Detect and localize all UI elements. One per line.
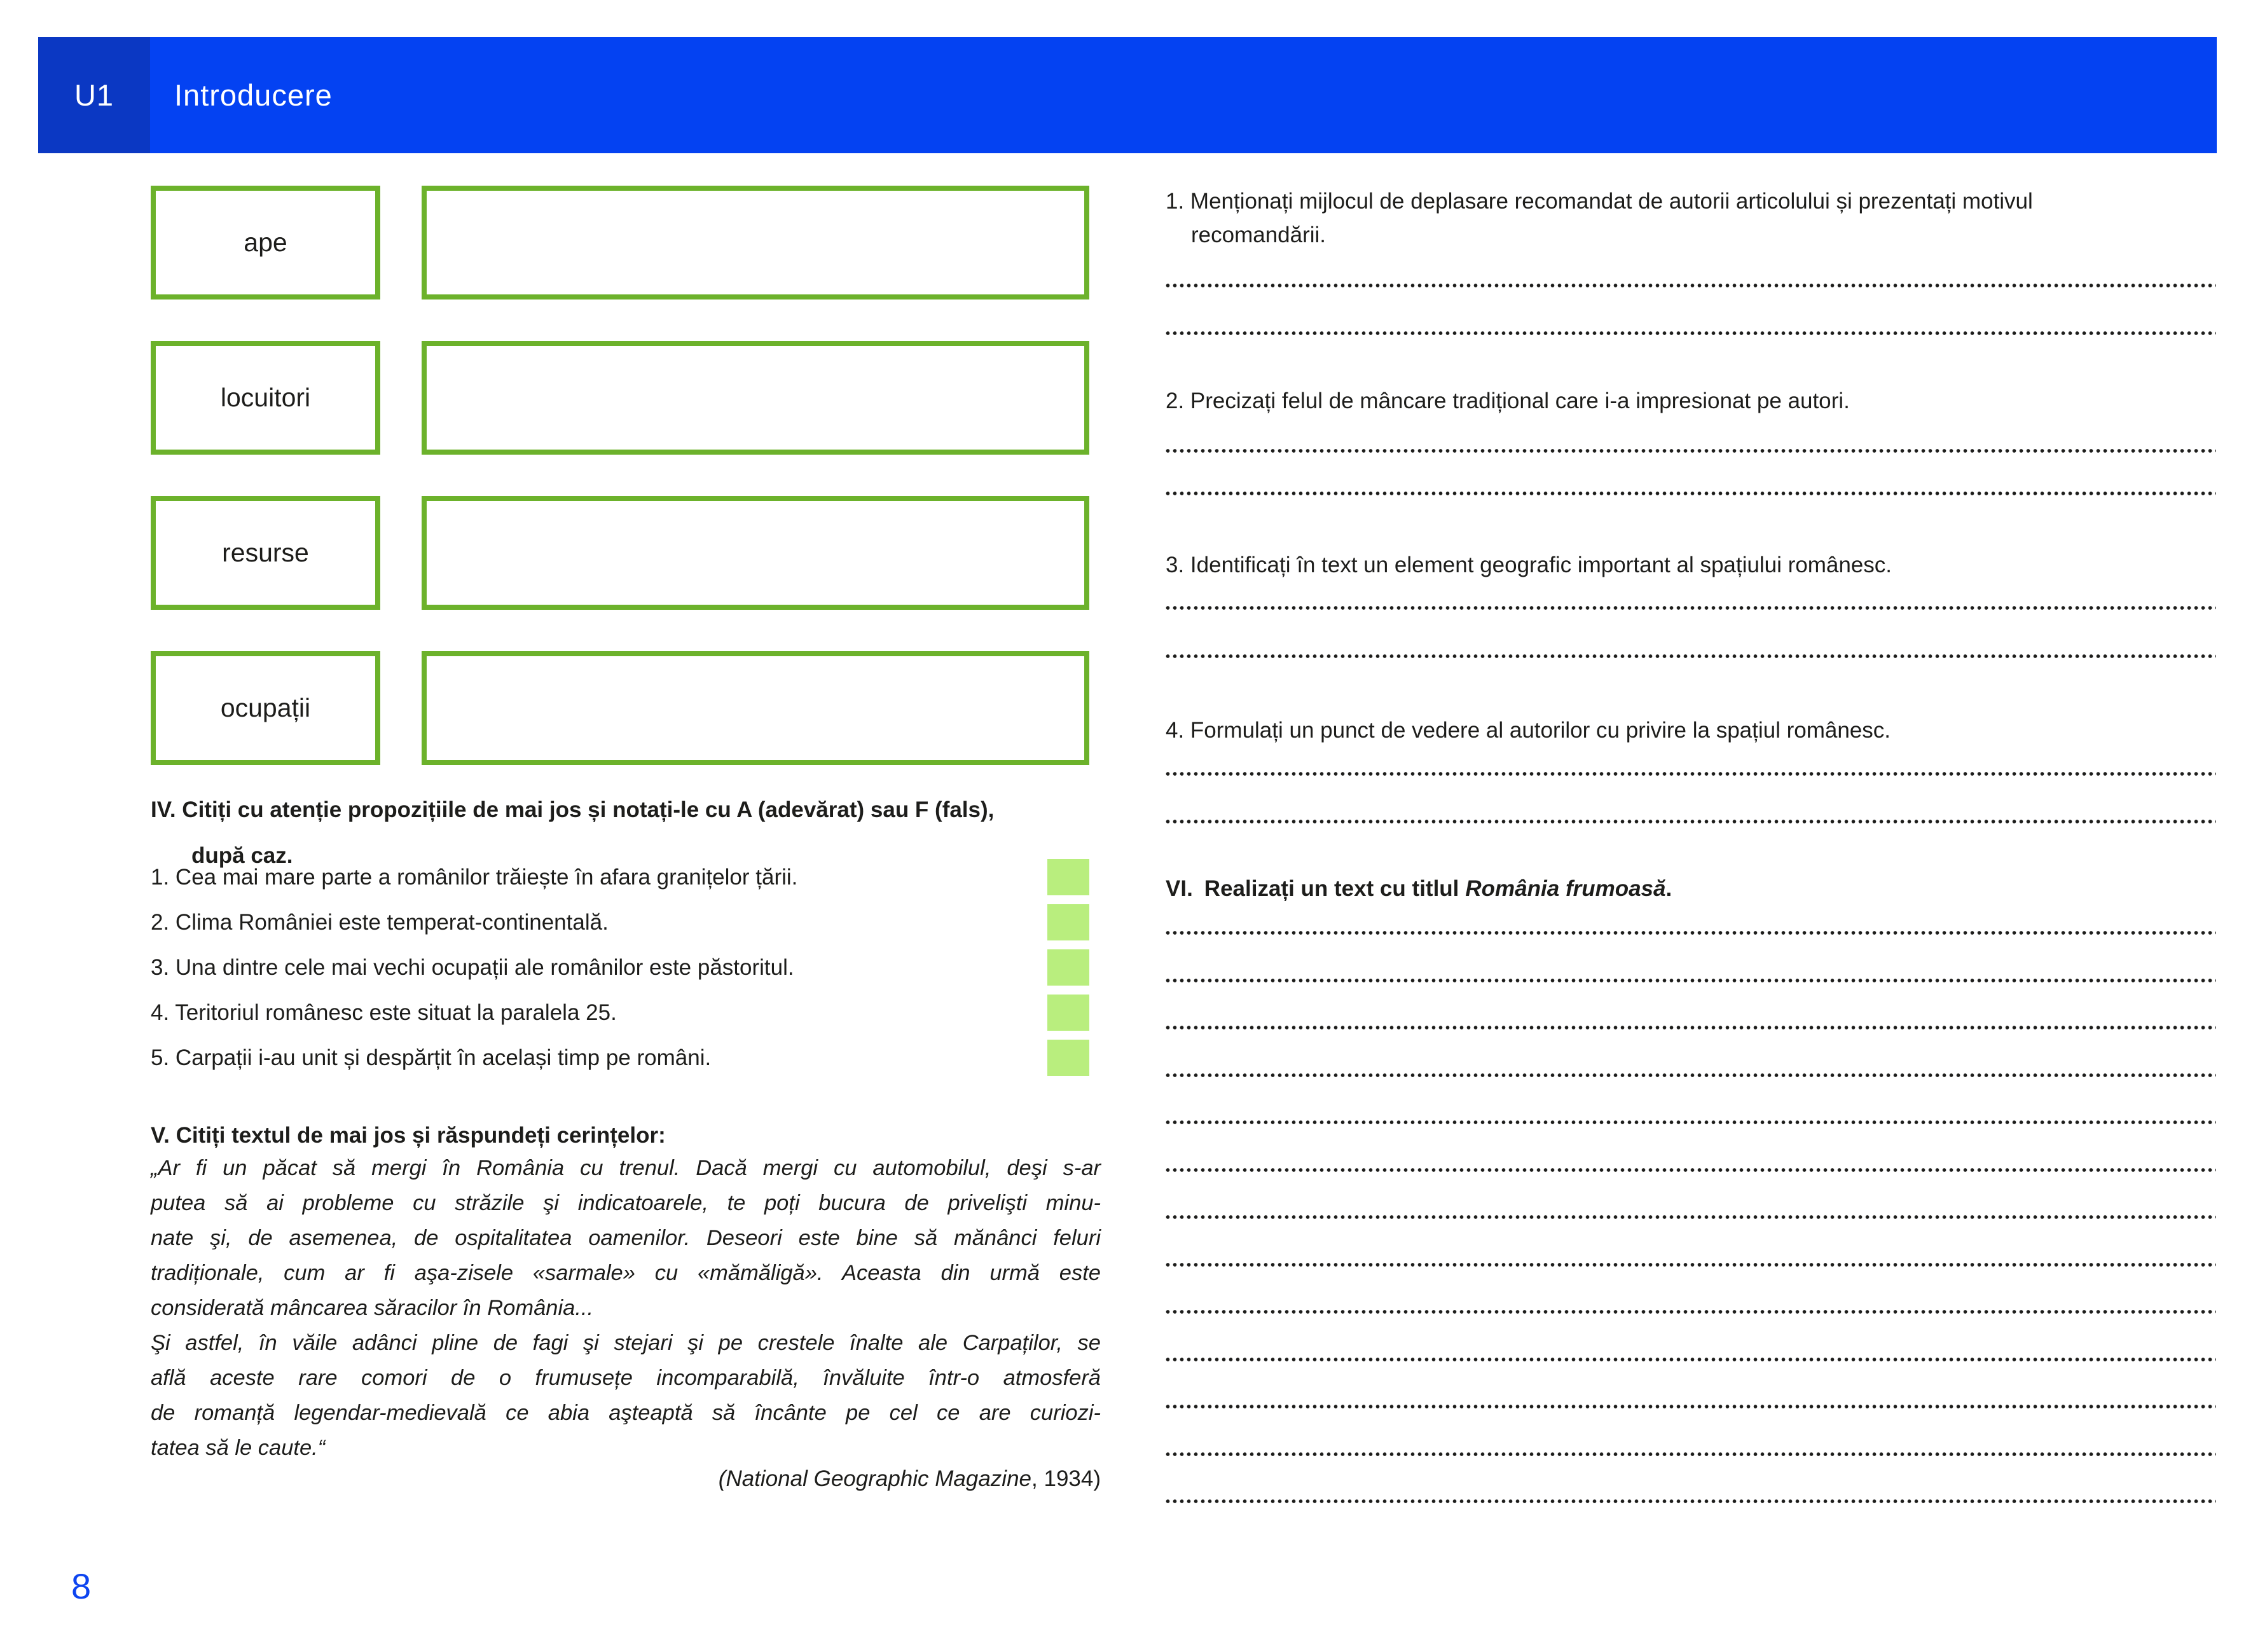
diagram-label-box: ocupații bbox=[151, 651, 380, 765]
quote-line: tradiționale, cum ar fi aşa-zisele «sarmale» cu «mămăligă». Aceasta din urmă este bbox=[151, 1261, 1101, 1285]
answer-line bbox=[1166, 930, 2216, 935]
diagram-row bbox=[151, 341, 1089, 455]
section-vi-numeral: VI. bbox=[1166, 876, 1193, 901]
answer-line bbox=[1166, 1073, 2216, 1078]
answer-line bbox=[1166, 283, 2216, 288]
section-v-heading: V. Citiți textul de mai jos și răspundeți cerințelor: bbox=[151, 1123, 666, 1148]
answer-line bbox=[1166, 1499, 2216, 1504]
section-vi-suffix: . bbox=[1665, 876, 1672, 901]
quote-line: află aceste rare comori de o frumusețe incomparabilă, învăluite într-o atmosferă bbox=[151, 1366, 1101, 1390]
answer-line bbox=[1166, 605, 2216, 610]
section-vi-label: Realizați un text cu titlul bbox=[1204, 876, 1459, 901]
true-false-answer-square bbox=[1047, 995, 1089, 1031]
true-false-answer-square bbox=[1047, 904, 1089, 940]
diagram-answer-box bbox=[422, 186, 1089, 299]
answer-line bbox=[1166, 1215, 2216, 1220]
quote-line: de romanță legendar-medievală ce abia aşteaptă să încânte pe cel ce are curiozi- bbox=[151, 1401, 1101, 1425]
quote-line: nate şi, de asemenea, de ospitalitatea oamenilor. Deseori este bine să mănânci feluri bbox=[151, 1226, 1101, 1250]
statement-row bbox=[151, 900, 1089, 945]
quote-line: tatea să le caute.“ bbox=[151, 1436, 326, 1460]
answer-line bbox=[1166, 1120, 2216, 1125]
section-vi-title: România frumoasă bbox=[1465, 876, 1666, 901]
answer-line bbox=[1166, 1309, 2216, 1314]
diagram-label-box: resurse bbox=[151, 496, 380, 610]
diagram-row bbox=[151, 186, 1089, 299]
diagram-row bbox=[151, 496, 1089, 610]
answer-line bbox=[1166, 654, 2216, 659]
quote-line: Şi astfel, în văile adânci pline de fagi şi stejari şi pe crestele înalte ale Carpaților, se bbox=[151, 1331, 1101, 1355]
diagram-answer-box bbox=[422, 341, 1089, 455]
true-false-answer-square bbox=[1047, 1040, 1089, 1076]
page-title: Introducere bbox=[174, 78, 333, 112]
section-iv-heading-line: după caz. bbox=[191, 843, 293, 868]
answer-line bbox=[1166, 1262, 2216, 1267]
question-3: 3. Identificați în text un element geografic important al spațiului românesc. bbox=[1166, 553, 1892, 577]
statement-row bbox=[151, 990, 1089, 1035]
answer-line bbox=[1166, 491, 2216, 496]
question-4: 4. Formulați un punct de vedere al autorilor cu privire la spațiul românesc. bbox=[1166, 718, 1891, 743]
quote-text bbox=[151, 1151, 1101, 1466]
attribution-year: , 1934) bbox=[1031, 1466, 1101, 1491]
quote-line: „Ar fi un păcat să mergi în România cu trenul. Dacă mergi cu automobilul, deşi s-ar bbox=[151, 1156, 1101, 1180]
answer-line bbox=[1166, 771, 2216, 776]
quote-line: putea să ai probleme cu străzile şi indicatoarele, te poți bucura de privelişti minu- bbox=[151, 1191, 1101, 1215]
answer-line bbox=[1166, 1025, 2216, 1030]
answer-line bbox=[1166, 1357, 2216, 1362]
answer-line bbox=[1166, 448, 2216, 453]
statement-text: 2. Clima României este temperat-continentală. bbox=[151, 909, 609, 935]
question-2: 2. Precizați felul de mâncare tradițional care i-a impresionat pe autori. bbox=[1166, 389, 1850, 413]
answer-line bbox=[1166, 1452, 2216, 1457]
statement-list bbox=[151, 855, 1089, 1080]
unit-badge: U1 bbox=[38, 37, 150, 153]
answer-line bbox=[1166, 1404, 2216, 1409]
diagram-label-box: locuitori bbox=[151, 341, 380, 455]
mapping-diagram bbox=[151, 186, 1089, 806]
section-vi-heading bbox=[1166, 876, 1672, 902]
quote-attribution bbox=[151, 1466, 1101, 1492]
page-number: 8 bbox=[71, 1566, 92, 1606]
attribution-source: (National Geographic Magazine bbox=[718, 1466, 1032, 1491]
statement-row bbox=[151, 945, 1089, 990]
statement-text: 3. Una dintre cele mai vechi ocupații ale românilor este păstoritul. bbox=[151, 954, 794, 980]
answer-line bbox=[1166, 978, 2216, 983]
diagram-label-box: ape bbox=[151, 186, 380, 299]
diagram-row bbox=[151, 651, 1089, 765]
answer-line bbox=[1166, 1167, 2216, 1173]
answer-line bbox=[1166, 331, 2216, 336]
section-iv-heading-line: IV. Citiți cu atenție propozițiile de mai jos și notați-le cu A (adevărat) sau F (fals), bbox=[151, 797, 995, 822]
diagram-answer-box bbox=[422, 651, 1089, 765]
diagram-answer-box bbox=[422, 496, 1089, 610]
statement-text: 1. Cea mai mare parte a românilor trăiește în afara granițelor țării. bbox=[151, 864, 798, 890]
statement-text: 4. Teritoriul românesc este situat la paralela 25. bbox=[151, 1000, 617, 1025]
right-column bbox=[1166, 0, 2216, 1652]
statement-row bbox=[151, 855, 1089, 900]
answer-line bbox=[1166, 819, 2216, 824]
true-false-answer-square bbox=[1047, 859, 1089, 895]
true-false-answer-square bbox=[1047, 949, 1089, 986]
quote-line: considerată mâncarea săracilor în România... bbox=[151, 1296, 594, 1320]
question-1: 1. Menționați mijlocul de deplasare recomandat de autorii articolului și prezentați motivul recomandării. bbox=[1166, 189, 2033, 247]
statement-row bbox=[151, 1035, 1089, 1080]
statement-text: 5. Carpații i-au unit și despărțit în același timp pe români. bbox=[151, 1045, 712, 1070]
